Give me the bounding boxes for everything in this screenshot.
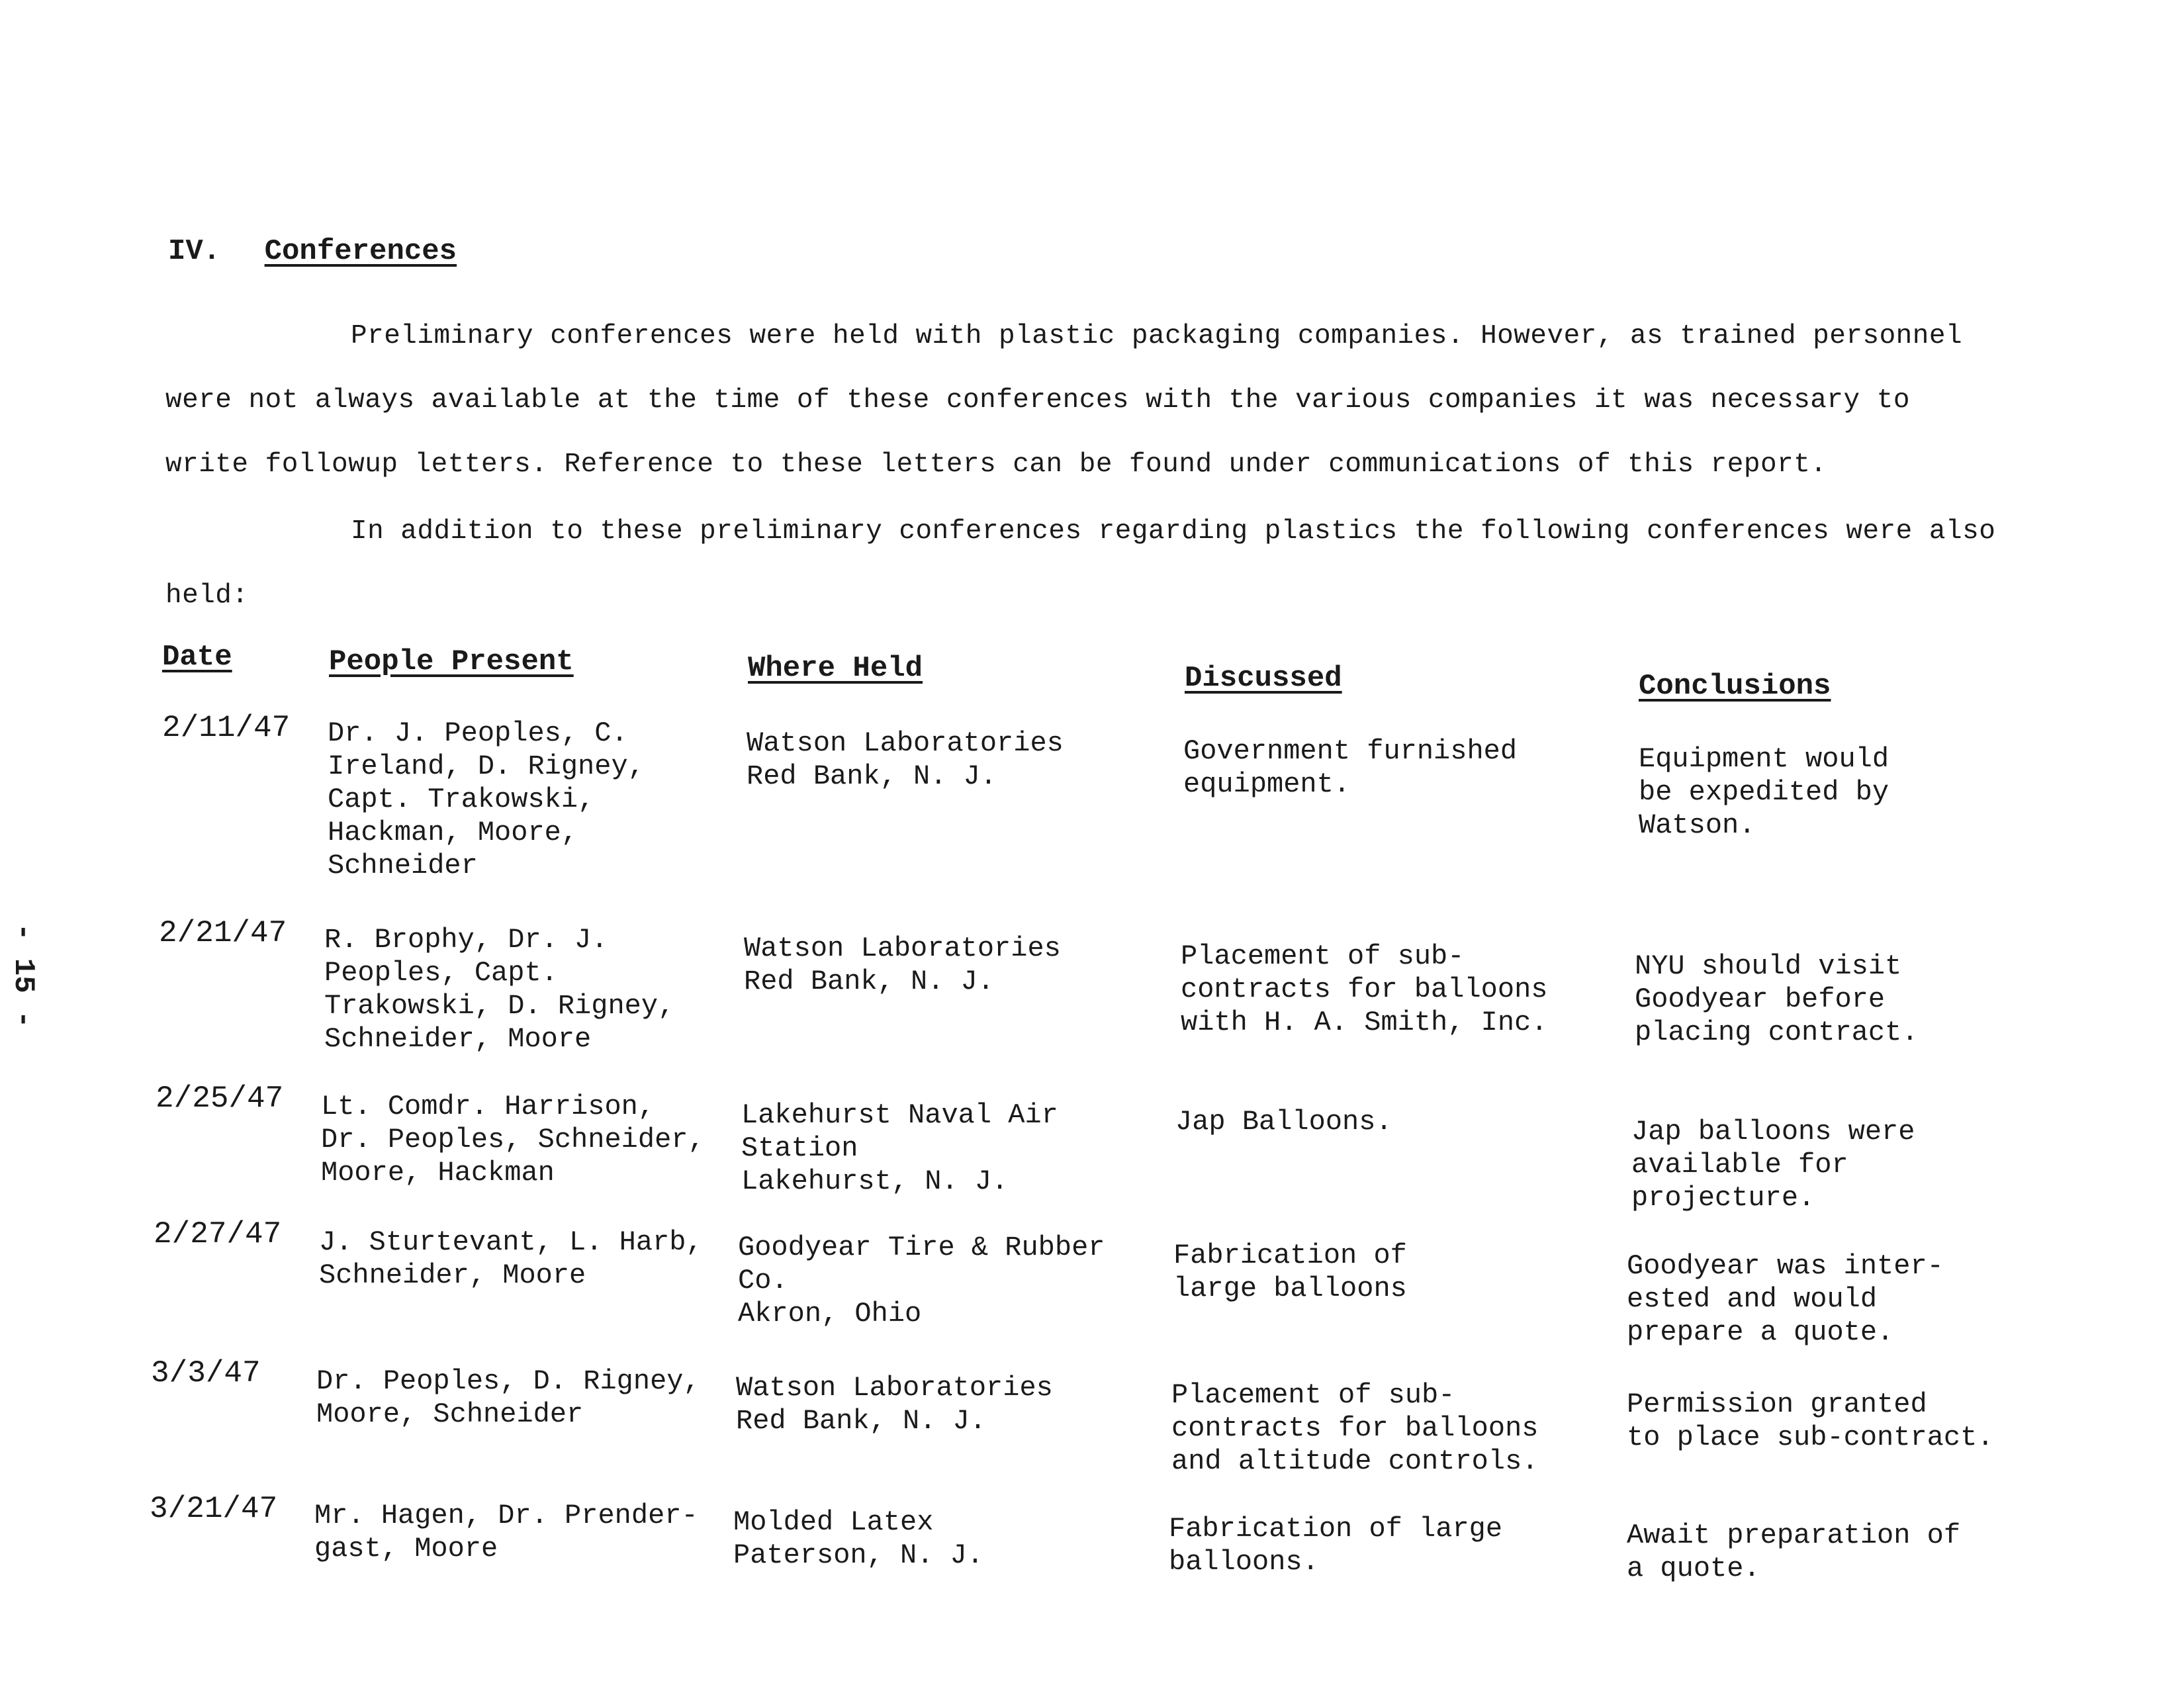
row-2-where: Watson Laboratories Red Bank, N. J. [744,933,1061,997]
header-discussed: Discussed [1185,662,1342,695]
header-conclusions: Conclusions [1639,670,1831,703]
row-1-date: 2/11/47 [162,711,291,745]
row-1-where: Watson Laboratories Red Bank, N. J. [747,727,1064,792]
row-4-discussed: Fabrication of large balloons [1173,1240,1407,1304]
row-4-where: Goodyear Tire & Rubber Co. Akron, Ohio [738,1232,1105,1330]
row-3-conclusions: Jap balloons were available for projecture. [1631,1116,1915,1214]
row-5-conclusions: Permission granted to place sub-contract. [1627,1389,1994,1453]
section-heading [168,235,457,268]
row-6-conclusions: Await preparation of a quote. [1627,1520,1961,1584]
section-title: Conferences [264,235,457,268]
row-4-conclusions: Goodyear was inter- ested and would prepare a quote. [1627,1250,1944,1348]
header-people-present: People Present [329,645,574,678]
row-1-discussed: Government furnished equipment. [1183,735,1518,800]
row-2-discussed: Placement of sub- contracts for balloons with H. A. Smith, Inc. [1181,940,1548,1038]
row-2-people: R. Brophy, Dr. J. Peoples, Capt. Trakowski, D. Rigney, Schneider, Moore [324,924,675,1055]
row-3-where: Lakehurst Naval Air Station Lakehurst, N. J. [741,1099,1058,1197]
row-2-conclusions: NYU should visit Goodyear before placing contract. [1635,950,1919,1048]
row-5-people: Dr. Peoples, D. Rigney, Moore, Schneider [316,1365,700,1430]
row-4-date: 2/27/47 [154,1217,282,1252]
header-date: Date [162,641,232,674]
row-6-where: Molded Latex Paterson, N. J. [733,1506,984,1571]
header-where-held: Where Held [748,652,923,685]
row-5-date: 3/3/47 [151,1356,261,1391]
row-2-date: 2/21/47 [159,916,287,950]
row-6-people: Mr. Hagen, Dr. Prender- gast, Moore [314,1500,698,1565]
intro-paragraph: Preliminary conferences were held with plastic packaging companies. However, as trained personnel were not always available at the time of these conferences with the various companies it was necessary to write followup letters. Reference to these letters can be found under communications of this report. [165,321,1963,480]
page-number: - 15 - [7,923,40,1028]
section-number: IV. [168,235,221,268]
row-3-people: Lt. Comdr. Harrison, Dr. Peoples, Schneider, Moore, Hackman [321,1091,705,1189]
row-1-people: Dr. J. Peoples, C. Ireland, D. Rigney, Capt. Trakowski, Hackman, Moore, Schneider [328,717,645,882]
row-6-date: 3/21/47 [150,1492,278,1526]
row-5-where: Watson Laboratories Red Bank, N. J. [736,1372,1053,1437]
row-6-discussed: Fabrication of large balloons. [1169,1513,1503,1578]
row-4-people: J. Sturtevant, L. Harb, Schneider, Moore [319,1226,703,1291]
transition-paragraph: In addition to these preliminary conferences regarding plastics the following conferences were also held: [165,516,1996,611]
row-3-discussed: Jap Balloons. [1175,1106,1392,1138]
row-3-date: 2/25/47 [156,1081,284,1116]
row-5-discussed: Placement of sub- contracts for balloons and altitude controls. [1171,1379,1539,1477]
row-1-conclusions: Equipment would be expedited by Watson. [1639,743,1889,841]
